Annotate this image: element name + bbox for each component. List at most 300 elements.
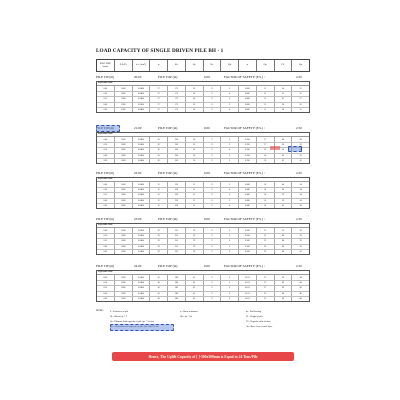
table-cell: 0: [221, 103, 239, 107]
table-cell: 0.55: [97, 286, 115, 290]
table-cell: 30: [150, 159, 168, 163]
table-cell: 1.800: [115, 188, 133, 192]
table-cell: 25: [257, 292, 275, 296]
table-cell: 30: [186, 154, 204, 158]
table-cell: 1.600: [115, 228, 133, 232]
table-cell: 0.65: [97, 297, 115, 301]
table-cell: 69: [275, 297, 293, 301]
table-cell: 43: [186, 275, 204, 279]
table-cell: 0.066: [239, 86, 257, 90]
table-cell: 9: [204, 239, 222, 243]
table-cell: 0.0484: [133, 281, 151, 285]
table-cell: 39: [299, 154, 302, 157]
tip-label: PILE TIP (m): [96, 217, 115, 221]
table-cell: 0.0484: [133, 234, 151, 238]
table-cell: 39: [150, 228, 168, 232]
header-cell: σ’v (t/m²): [133, 60, 151, 71]
tip-label: PILE TIP (m): [96, 264, 115, 268]
conclusion-banner: Hence, The Uplift Capacity of [ ]-300x300mm is Equal to 24 Tons/Pile: [112, 352, 294, 361]
table-cell: 9: [204, 250, 222, 254]
capacity-table: [96, 270, 310, 302]
table-cell: 16: [257, 159, 275, 163]
header-cell: Qb: [221, 60, 239, 71]
section-label: SQUARE PILE: [97, 82, 309, 86]
table-cell: 20: [257, 245, 275, 249]
section-label: SQUARE PILE: [97, 224, 309, 228]
tip-value: 0.00: [204, 217, 210, 221]
table-cell: 26: [186, 86, 204, 90]
header-cell: Qu: [257, 60, 275, 71]
table-cell: 35: [150, 204, 168, 208]
table-cell: 41: [299, 160, 302, 163]
table-cell: 200: [168, 148, 186, 152]
table-cell: 17: [257, 143, 275, 147]
table-cell: 39: [186, 234, 204, 238]
table-cell: 30: [186, 137, 204, 141]
table-cell: 34: [299, 183, 302, 186]
table-cell: 9: [204, 199, 222, 203]
table-cell: 200: [168, 137, 186, 141]
table-cell: 0.356: [239, 154, 257, 158]
header-cell: α: [239, 60, 257, 71]
table-cell: 35: [150, 199, 168, 203]
table-cell: 175: [168, 108, 186, 112]
table-cell: 25: [299, 92, 302, 95]
table-cell: 0.436: [239, 182, 257, 186]
table-cell: 1.600: [115, 182, 133, 186]
table-cell: 9: [204, 193, 222, 197]
table-cell: 61: [275, 159, 293, 163]
table-cell: 64: [275, 250, 293, 254]
table-cell: 45: [299, 287, 302, 290]
table-cell: 200: [168, 154, 186, 158]
tip-value: 0.00: [204, 126, 210, 130]
table-cell: 39: [299, 240, 302, 243]
table-cell: 200: [168, 143, 186, 147]
table-cell: 0: [221, 199, 239, 203]
table-cell: 43: [150, 281, 168, 285]
tip-label: PILE TOP (m): [158, 75, 178, 79]
table-cell: 58: [275, 108, 293, 112]
table-row: [97, 159, 309, 163]
tip-value: 0.00: [204, 75, 210, 79]
table-cell: 26: [186, 103, 204, 107]
table-cell: 18: [257, 182, 275, 186]
table-cell: 0.40: [97, 228, 115, 232]
table-cell: 0.0484: [133, 92, 151, 96]
table-cell: 0.356: [239, 137, 257, 141]
table-cell: 0.436: [239, 204, 257, 208]
table-cell: 0.0484: [133, 86, 151, 90]
pile-tip-line: [96, 126, 308, 131]
table-cell: 0.0484: [133, 159, 151, 163]
table-header: [96, 59, 310, 72]
table-cell: 30: [186, 159, 204, 163]
table-cell: 9: [204, 204, 222, 208]
table-cell: 35: [186, 199, 204, 203]
tip-label: FACTOR OF SAFETY (F.S.) :: [224, 126, 265, 130]
table-cell: 43: [186, 281, 204, 285]
table-cell: 59: [275, 193, 293, 197]
section-label: SQUARE PILE: [97, 271, 309, 275]
table-cell: 1.600: [115, 275, 133, 279]
table-cell: 0: [221, 292, 239, 296]
table-cell: 280: [168, 275, 186, 279]
table-cell: 175: [168, 103, 186, 107]
table-cell: 1.800: [115, 245, 133, 249]
table-cell: 0.60: [97, 292, 115, 296]
table-cell: 27: [257, 286, 275, 290]
tip-value: 20.00: [134, 75, 142, 79]
table-cell: 0.0484: [133, 188, 151, 192]
table-cell: 0.436: [239, 199, 257, 203]
page-title: LOAD CAPACITY OF SINGLE DRIVEN PILE BH - 1: [96, 48, 224, 54]
table-cell: 0.50: [97, 234, 115, 238]
table-cell: 0.611: [239, 275, 257, 279]
table-cell: 1.800: [115, 250, 133, 254]
table-cell: 0.0484: [133, 239, 151, 243]
table-cell: 0.60: [97, 245, 115, 249]
table-cell: 0.50: [97, 92, 115, 96]
table-cell: 0: [221, 159, 239, 163]
tip-label: PILE TIP (m): [96, 126, 115, 130]
table-cell: 43: [150, 286, 168, 290]
table-cell: 1.800: [115, 148, 133, 152]
table-cell: 0.0484: [133, 143, 151, 147]
table-cell: 17: [257, 137, 275, 141]
note-line: Qs : Ultimate load capacity of pile (qs * As) ton: [110, 321, 155, 323]
table-cell: 1.800: [115, 239, 133, 243]
table-cell: 0: [221, 108, 239, 112]
table-cell: 18: [257, 193, 275, 197]
section-label: SQUARE PILE: [97, 133, 309, 137]
tip-label: FACTOR OF SAFETY (F.S.) :: [224, 75, 265, 79]
capacity-table: [96, 177, 310, 209]
table-cell: 0.0484: [133, 228, 151, 232]
table-cell: 255: [168, 245, 186, 249]
table-cell: 58: [275, 148, 293, 152]
notes-block: [96, 310, 308, 344]
tip-label: PILE TOP (m): [158, 126, 178, 130]
table-cell: 1.900: [115, 103, 133, 107]
table-cell: 27: [299, 98, 302, 101]
table-cell: 26: [186, 92, 204, 96]
table-cell: 53: [275, 228, 293, 232]
table-cell: 44: [299, 281, 302, 284]
table-cell: 0.55: [97, 148, 115, 152]
table-cell: 26: [186, 97, 204, 101]
table-cell: 26: [186, 108, 204, 112]
table-cell: 9: [204, 286, 222, 290]
table-cell: 59: [275, 199, 293, 203]
capacity-table: [96, 223, 310, 255]
table-cell: 0.611: [239, 286, 257, 290]
table-cell: 25: [299, 87, 302, 90]
table-cell: 0.506: [239, 234, 257, 238]
table-cell: 39: [150, 239, 168, 243]
table-cell: 34: [275, 86, 293, 90]
note-line: Qb : qb * Ab: [180, 316, 192, 318]
table-cell: 9: [204, 234, 222, 238]
table-cell: 30: [150, 143, 168, 147]
table-cell: 34: [299, 188, 302, 191]
tip-value: 22.00: [134, 171, 142, 175]
table-cell: 27: [150, 86, 168, 90]
pile-tip-line: [96, 171, 308, 176]
note-line: qs : End bearing: [246, 311, 261, 313]
table-cell: 34: [299, 194, 302, 197]
table-cell: 200: [168, 159, 186, 163]
table-cell: 35: [275, 92, 293, 96]
table-cell: 69: [275, 281, 293, 285]
table-cell: 0: [221, 239, 239, 243]
table-cell: 1.800: [115, 193, 133, 197]
table-cell: 43: [150, 297, 168, 301]
header-cell: P (kN): [115, 60, 133, 71]
table-cell: 1.800: [115, 154, 133, 158]
table-cell: 56: [275, 143, 293, 147]
table-cell: 44: [299, 276, 302, 279]
table-cell: 27: [150, 92, 168, 96]
table-cell: 58: [275, 154, 293, 158]
table-cell: 0: [221, 97, 239, 101]
table-cell: 9: [204, 182, 222, 186]
table-cell: 0.65: [97, 204, 115, 208]
table-cell: 0.65: [97, 159, 115, 163]
notes-label: NOTE :: [96, 310, 104, 312]
table-cell: 43: [150, 275, 168, 279]
table-cell: 1.800: [115, 297, 133, 301]
table-cell: 0.611: [239, 292, 257, 296]
table-cell: 9: [204, 97, 222, 101]
table-cell: 0.0484: [133, 108, 151, 112]
highlight-marker: [288, 146, 302, 152]
tip-label: PILE TIP (m): [96, 171, 115, 175]
table-cell: 9: [204, 103, 222, 107]
table-cell: 255: [168, 234, 186, 238]
table-cell: 48: [299, 298, 302, 301]
tip-value: 24.00: [134, 264, 142, 268]
tip-label: FACTOR OF SAFETY (F.S.) :: [224, 217, 265, 221]
tip-label: PILE TOP (m): [158, 171, 178, 175]
tip-value: 2.50: [296, 126, 302, 130]
table-cell: 0: [221, 143, 239, 147]
table-cell: 9: [204, 159, 222, 163]
header-cell: Ks: [168, 60, 186, 71]
table-cell: 280: [168, 297, 186, 301]
pile-tip-line: [96, 264, 308, 269]
table-cell: 9: [204, 281, 222, 285]
table-cell: 46: [299, 292, 302, 295]
table-cell: 13: [257, 92, 275, 96]
table-cell: 1.600: [115, 137, 133, 141]
capacity-table: [96, 81, 310, 113]
table-cell: 0.65: [97, 250, 115, 254]
table-cell: 0.60: [97, 154, 115, 158]
document-page: [92, 42, 314, 378]
table-row: [97, 250, 309, 254]
table-cell: 280: [168, 292, 186, 296]
table-cell: 30: [150, 154, 168, 158]
table-cell: 39: [299, 149, 302, 152]
table-cell: 0.40: [97, 275, 115, 279]
table-cell: 58: [275, 275, 293, 279]
table-cell: 35: [186, 188, 204, 192]
table-cell: 175: [168, 92, 186, 96]
table-cell: 16: [257, 199, 275, 203]
table-cell: 0.0484: [133, 286, 151, 290]
table-cell: 27: [257, 275, 275, 279]
table-cell: 0.611: [239, 297, 257, 301]
table-cell: 0.0384: [133, 103, 151, 107]
table-cell: 43: [186, 292, 204, 296]
table-cell: 230: [168, 182, 186, 186]
table-cell: 0.356: [239, 148, 257, 152]
table-cell: 35: [186, 193, 204, 197]
table-cell: 255: [168, 228, 186, 232]
table-cell: 1.600: [115, 86, 133, 90]
table-cell: 0.506: [239, 239, 257, 243]
table-cell: 18: [257, 188, 275, 192]
table-cell: 0.40: [97, 182, 115, 186]
table-cell: 1.800: [115, 281, 133, 285]
table-cell: 1.800: [115, 159, 133, 163]
table-cell: 0.066: [239, 108, 257, 112]
header-cell: Qs: [186, 60, 204, 71]
highlight-marker: [270, 146, 280, 150]
table-cell: 0: [221, 250, 239, 254]
note-line: φ : Shear resistance: [180, 311, 198, 313]
table-cell: 1.800: [115, 143, 133, 147]
highlight-marker: [96, 125, 120, 132]
tip-value: 2.50: [296, 171, 302, 175]
table-cell: 13: [257, 103, 275, 107]
table-cell: 35: [150, 193, 168, 197]
table-cell: 25: [257, 297, 275, 301]
pile-tip-line: [96, 75, 308, 80]
table-cell: 13: [257, 86, 275, 90]
table-cell: 1.800: [115, 199, 133, 203]
table-cell: 39: [186, 245, 204, 249]
table-cell: 22: [257, 234, 275, 238]
table-cell: 0: [221, 154, 239, 158]
table-cell: 39: [186, 250, 204, 254]
table-cell: 0: [221, 188, 239, 192]
table-cell: 0.0484: [133, 182, 151, 186]
table-cell: 58: [275, 103, 293, 107]
table-row: [97, 297, 309, 301]
note-line: P : Perimeter of pile: [110, 311, 129, 313]
table-cell: 1.800: [115, 286, 133, 290]
table-cell: 22: [257, 228, 275, 232]
table-cell: 36: [299, 205, 302, 208]
table-cell: 0: [221, 182, 239, 186]
table-cell: 230: [168, 199, 186, 203]
table-cell: 0.0484: [133, 275, 151, 279]
header-cell: PILE SIZE (mm): [97, 60, 115, 71]
table-cell: 35: [186, 182, 204, 186]
table-cell: 0.60: [97, 199, 115, 203]
table-cell: 41: [299, 251, 302, 254]
table-cell: 1.800: [115, 234, 133, 238]
table-cell: 39: [186, 228, 204, 232]
pile-tip-line: [96, 217, 308, 222]
table-cell: 38: [299, 138, 302, 141]
table-cell: 0.65: [97, 108, 115, 112]
table-cell: 39: [150, 250, 168, 254]
table-cell: 58: [275, 188, 293, 192]
table-cell: 43: [186, 297, 204, 301]
table-cell: 175: [168, 86, 186, 90]
tip-value: 0.00: [204, 171, 210, 175]
table-cell: 0.0484: [133, 154, 151, 158]
header-cell: Qa: [299, 63, 303, 67]
table-cell: 255: [168, 239, 186, 243]
table-cell: 0.50: [97, 188, 115, 192]
table-cell: 35: [150, 182, 168, 186]
table-cell: 0.0484: [133, 297, 151, 301]
table-cell: 16: [257, 204, 275, 208]
table-cell: 9: [204, 188, 222, 192]
table-cell: 69: [275, 286, 293, 290]
tip-value: 23.00: [134, 217, 142, 221]
header-cell: Nc: [204, 60, 222, 71]
highlight-marker: [110, 324, 174, 331]
table-cell: 280: [168, 286, 186, 290]
table-cell: 0.50: [97, 281, 115, 285]
table-cell: 30: [150, 137, 168, 141]
tip-label: PILE TIP (m): [96, 75, 115, 79]
section-label: SQUARE PILE: [97, 178, 309, 182]
table-cell: 0: [221, 86, 239, 90]
table-cell: 22: [257, 239, 275, 243]
table-cell: 230: [168, 188, 186, 192]
table-cell: 0.066: [239, 97, 257, 101]
table-cell: 35: [150, 188, 168, 192]
table-cell: 175: [168, 97, 186, 101]
table-cell: 48: [275, 182, 293, 186]
tip-value: 2.50: [296, 217, 302, 221]
table-cell: 0.066: [239, 92, 257, 96]
table-row: [97, 204, 309, 208]
table-cell: 9: [204, 137, 222, 141]
table-cell: 9: [204, 297, 222, 301]
table-cell: 9: [204, 228, 222, 232]
table-cell: 9: [204, 245, 222, 249]
table-cell: 0.50: [97, 143, 115, 147]
table-cell: 0: [221, 193, 239, 197]
table-cell: 9: [204, 143, 222, 147]
tip-label: FACTOR OF SAFETY (F.S.) :: [224, 264, 265, 268]
table-cell: 35: [186, 204, 204, 208]
table-cell: 0: [221, 245, 239, 249]
note-line: FS : Negative skin friction: [246, 321, 271, 323]
table-cell: 0.0484: [133, 137, 151, 141]
table-cell: 0.611: [239, 281, 257, 285]
table-cell: 0.356: [239, 159, 257, 163]
table-cell: 27: [150, 108, 168, 112]
note-line: W : Weight of pile: [246, 316, 263, 318]
table-cell: 43: [186, 286, 204, 290]
note-line: Qf : Skin of qf * P: [110, 316, 127, 318]
table-cell: 255: [168, 250, 186, 254]
table-cell: 0.0484: [133, 199, 151, 203]
table-cell: 0.436: [239, 188, 257, 192]
note-line: Ab : Base Area of each layer: [246, 326, 273, 328]
table-cell: 0.506: [239, 250, 257, 254]
table-cell: 39: [299, 143, 302, 146]
table-cell: 0.436: [239, 193, 257, 197]
